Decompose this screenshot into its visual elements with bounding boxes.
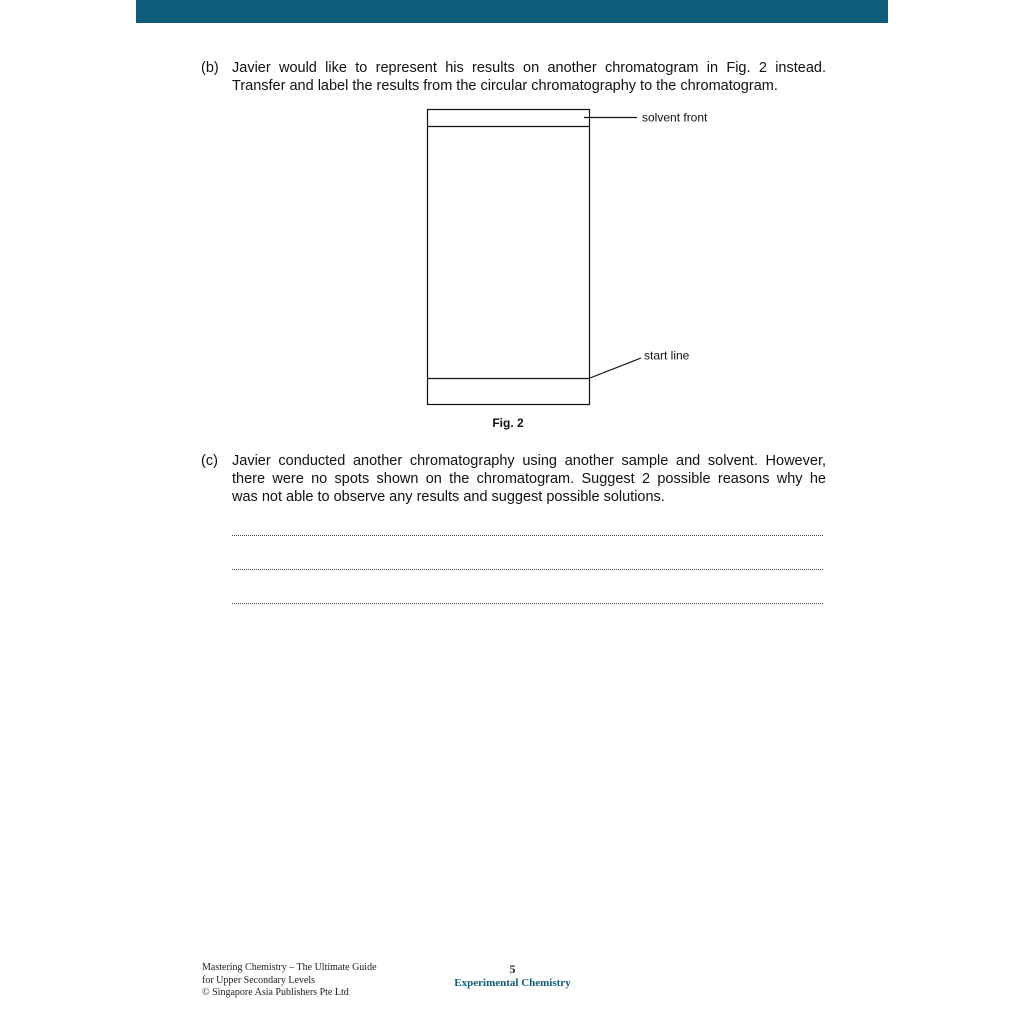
solvent-front-label: solvent front [642, 110, 708, 125]
chromatogram-paper [428, 110, 590, 405]
question-b-line: Transfer and label the results from the circular chromatography to the chromatogram. [232, 78, 778, 94]
footer-book-subtitle: for Upper Secondary Levels [202, 974, 316, 986]
page-number: 5 [509, 962, 516, 976]
start-line-label: start line [644, 348, 690, 363]
footer-book-info [202, 962, 377, 1000]
answer-line[interactable] [232, 535, 823, 536]
footer-copyright: © Singapore Asia Publishers Pte Ltd [202, 987, 349, 998]
question-c-line: was not able to observe any results and suggest possible solutions. [232, 489, 665, 505]
answer-line[interactable] [232, 569, 823, 570]
footer-book-title: Mastering Chemistry – The Ultimate Guide [202, 962, 377, 973]
answer-line[interactable] [232, 603, 823, 604]
question-b-line: Javier would like to represent his results on another chromatogram in Fig. 2 instead. [232, 60, 826, 76]
footer-page-info [420, 962, 605, 990]
question-c-label: (c) [201, 453, 218, 469]
question-b-label: (b) [201, 60, 219, 76]
start-line-pointer [590, 358, 641, 378]
figure-caption: Fig. 2 [492, 416, 524, 430]
question-c-line: Javier conducted another chromatography using another sample and solvent. However, [232, 453, 826, 469]
chapter-title: Experimental Chemistry [454, 977, 571, 989]
question-c-line: there were no spots shown on the chromatogram. Suggest 2 possible reasons why he [232, 471, 826, 487]
question-c-text [232, 452, 826, 506]
